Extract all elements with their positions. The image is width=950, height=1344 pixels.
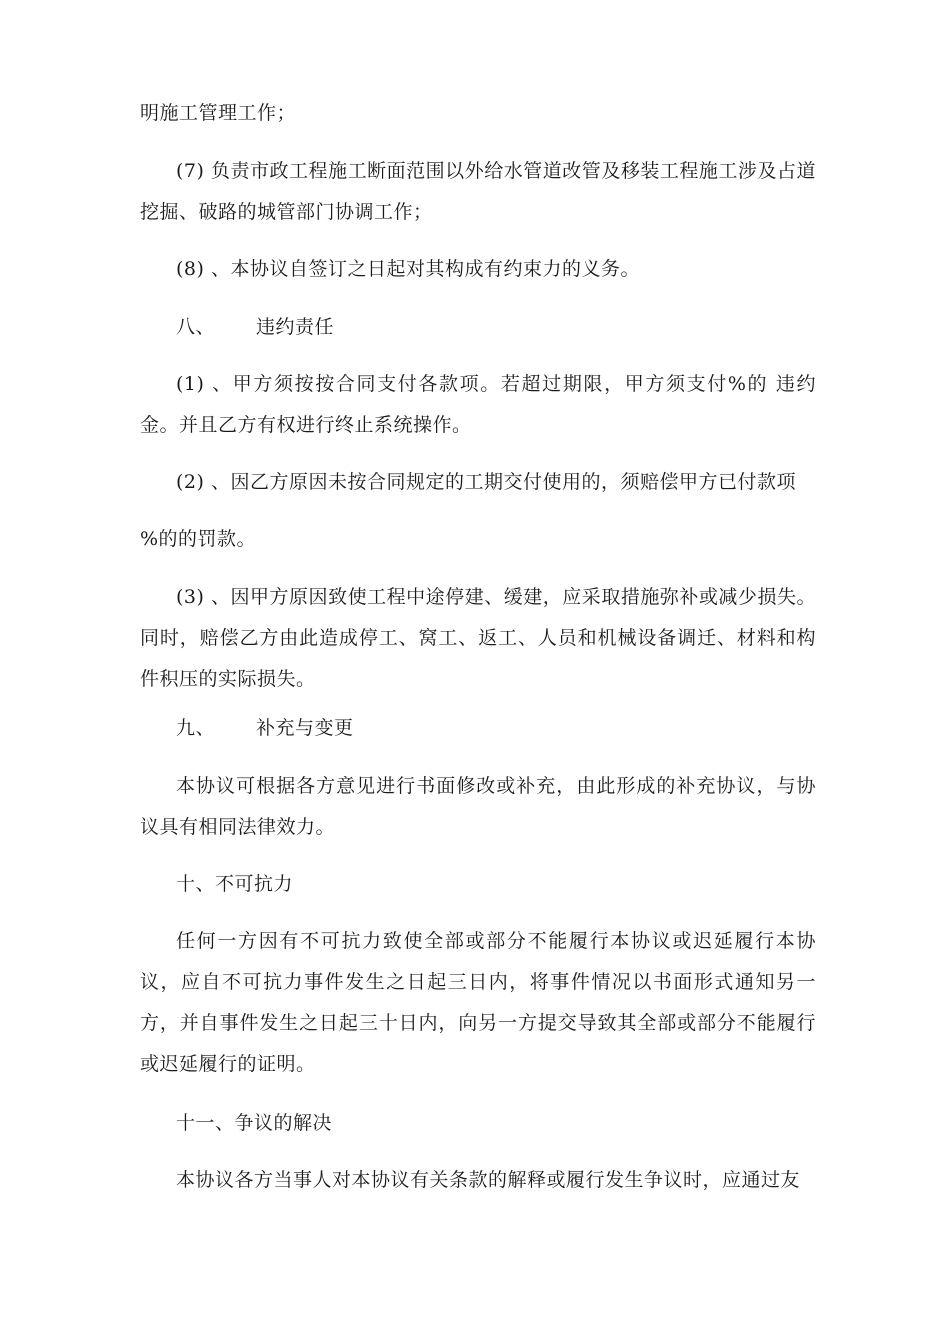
paragraph-breach-2-continued: %的的罚款。 xyxy=(140,528,257,550)
paragraph-supplement: 本协议可根据各方意见进行书面修改或补充，由此形成的补充协议，与协议具有相同法律效力。 xyxy=(140,775,816,838)
section-heading-dispute-resolution: 十一、争议的解决 xyxy=(176,1112,333,1134)
paragraph-breach-1: (1) 、甲方须按按合同支付各款项。若超过期限，甲方须支付%的 违约金。并且乙方有权进行终止系统操作。 xyxy=(140,373,816,436)
section-title: 违约责任 xyxy=(256,316,335,338)
paragraph-breach-2: (2) 、因乙方原因未按合同规定的工期交付使用的，须赔偿甲方已付款项 xyxy=(176,471,796,493)
section-number: 九、 xyxy=(176,717,216,739)
paragraph-management-work: 明施工管理工作； xyxy=(140,102,297,124)
section-heading-breach-liability xyxy=(176,307,334,348)
section-heading-force-majeure: 十、不可抗力 xyxy=(176,873,294,895)
paragraph-item-8: (8) 、本协议自签订之日起对其构成有约束力的义务。 xyxy=(176,258,640,280)
paragraph-breach-3: (3) 、因甲方原因致使工程中途停建、缓建，应采取措施弥补或减少损失。同时，赔偿乙方由此造成停工、窝工、返工、人员和机械设备调迁、材料和构件积压的实际损失。 xyxy=(140,586,816,690)
paragraph-dispute: 本协议各方当事人对本协议有关条款的解释或履行发生争议时，应通过友 xyxy=(176,1169,801,1191)
section-heading-supplement-changes xyxy=(176,708,354,749)
paragraph-item-7: (7) 负责市政工程施工断面范围以外给水管道改管及移装工程施工涉及占道挖掘、破路的城管部门协调工作； xyxy=(140,160,816,223)
paragraph-force-majeure: 任何一方因有不可抗力致使全部或部分不能履行本协议或迟延履行本协议，应自不可抗力事件发生之日起三日内，将事件情况以书面形式通知另一方，并自事件发生之日起三十日内，向另一方提交导致其全部或部分不能履行或迟延履行的证明。 xyxy=(140,930,816,1075)
section-title: 补充与变更 xyxy=(256,717,354,739)
section-number: 八、 xyxy=(176,316,216,338)
